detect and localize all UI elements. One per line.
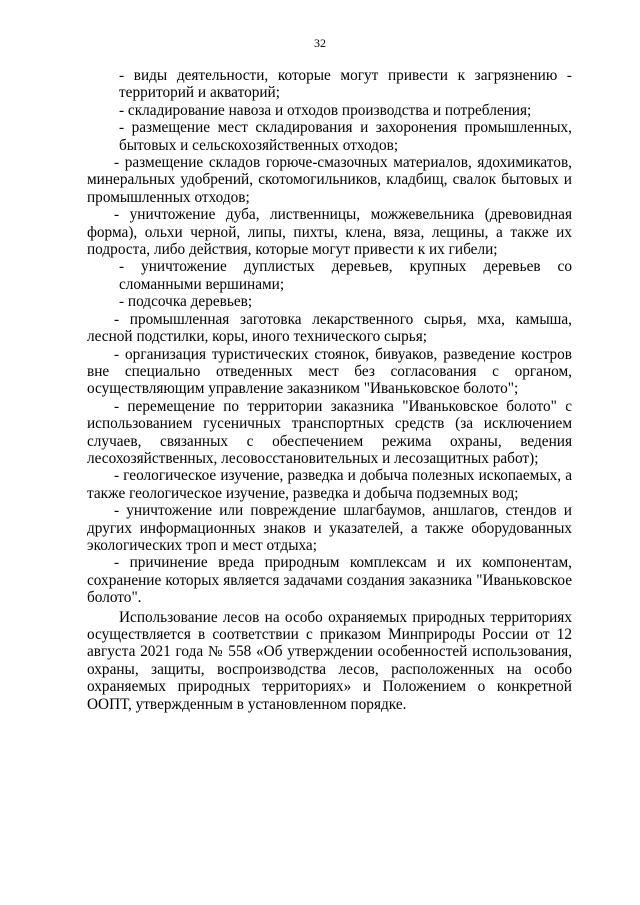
list-item: - геологическое изучение, разведка и добыча полезных ископаемых, а также геологическое изучение, разведка и добыча подземных вод; <box>87 467 572 502</box>
list-item: - уничтожение или повреждение шлагбаумов, аншлагов, стендов и других информационных знаков и указателей, а также оборудованных экологических троп и мест отдыха; <box>87 502 572 554</box>
list-item: - причинение вреда природным комплексам и их компонентам, сохранение которых является задачами создания заказника "Иваньковское болото". <box>87 554 572 607</box>
page-number: 32 <box>314 36 326 50</box>
list-item: - уничтожение дуба, лиственницы, можжевельника (древовидная форма), ольхи черной, липы, пихты, клена, вяза, лещины, а также их подроста, либо действия, которые могут привести к их гибели; <box>87 206 572 259</box>
list-item: - организация туристических стоянок, бивуаков, разведение костров вне специально отведенных мест без согласования с органом, осуществляющим управление заказником "Иваньковское болото"; <box>87 345 572 398</box>
list-item: - размещение мест складирования и захоронения промышленных, бытовых и сельскохозяйственных отходов; <box>119 119 572 154</box>
document-body <box>87 67 572 713</box>
list-item: - уничтожение дуплистых деревьев, крупных деревьев со сломанными вершинами; <box>119 258 572 293</box>
list-item: - размещение складов горюче-смазочных материалов, ядохимикатов, минеральных удобрений, скотомогильников, кладбищ, свалок бытовых и промышленных отходов; <box>87 154 572 206</box>
body-paragraph: Использование лесов на особо охраняемых природных территориях осуществляется в соответствии с приказом Минприроды России от 12 августа 2021 года № 558 «Об утверждении особенностей использования, охраны, защиты, воспроизводства лесов, расположенных на особо охраняемых природных территориях» и Положением о конкретной ООПТ, утвержденным в установленном порядке. <box>87 608 572 713</box>
list-item: - виды деятельности, которые могут привести к загрязнению - территорий и акваторий; <box>119 67 572 102</box>
list-item: - подсочка деревьев; <box>119 293 253 311</box>
list-item: - промышленная заготовка лекарственного сырья, мха, камыша, лесной подстилки, коры, иного технического сырья; <box>87 310 572 346</box>
list-item: - перемещение по территории заказника "Иваньковское болото" с использованием гусеничных транспортных средств (за исключением случаев, связанных с обеспечением режима охраны, ведения лесохозяйственных, лесовосстановительных и лесозащитных работ); <box>87 397 572 467</box>
list-item: - складирование навоза и отходов производства и потребления; <box>119 101 532 119</box>
